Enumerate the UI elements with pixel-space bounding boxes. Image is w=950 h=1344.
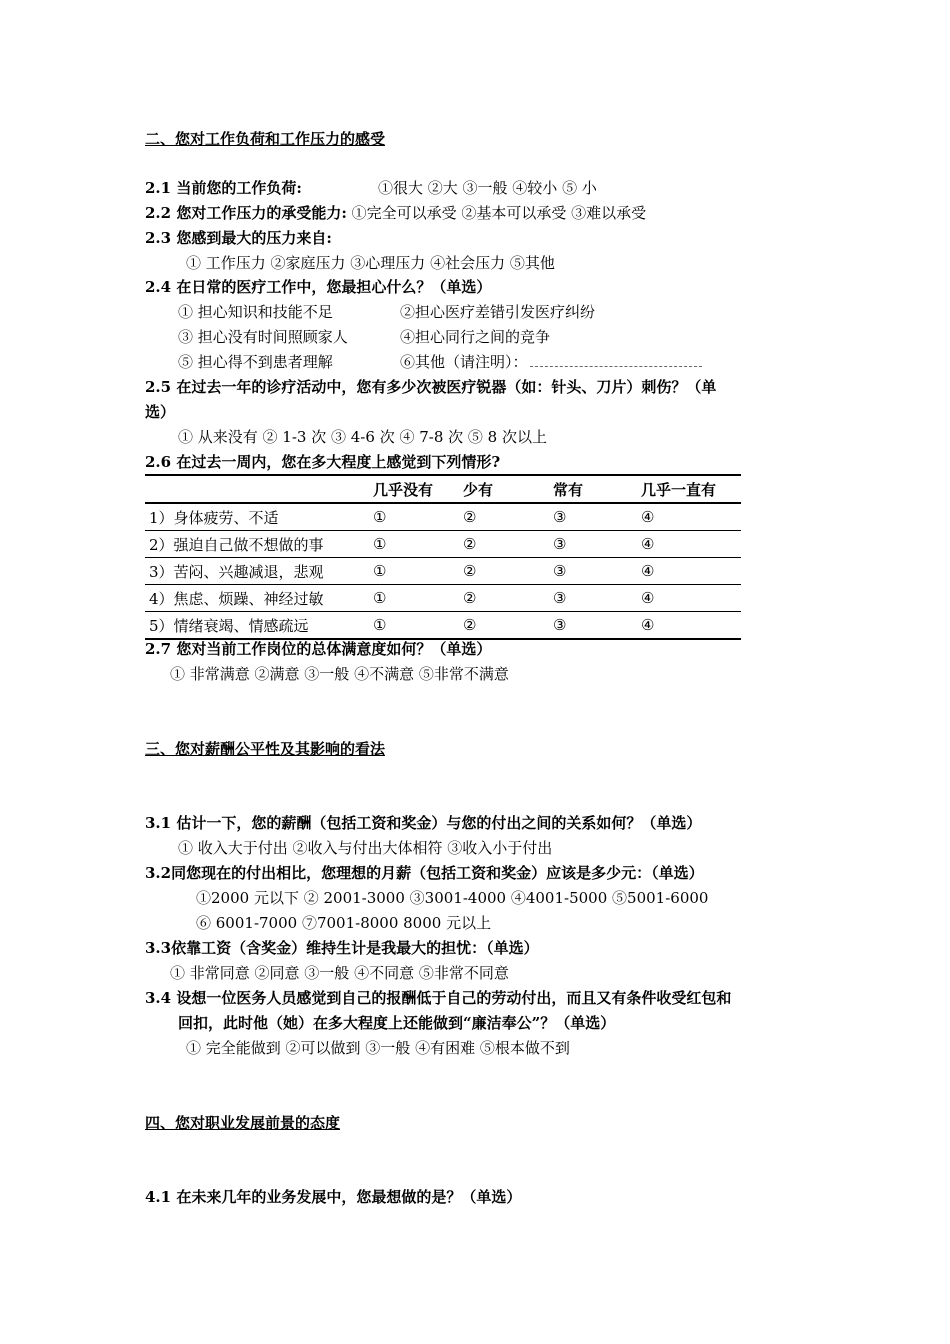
- question-2-1-options: ①很大 ②大 ③一般 ④较小 ⑤ 小: [378, 179, 597, 197]
- table-row: [145, 558, 741, 585]
- section-2-title: 二、您对工作负荷和工作压力的感受: [145, 130, 386, 148]
- table-cell-option[interactable]: ①: [373, 503, 463, 531]
- table-cell-option[interactable]: ①: [373, 531, 463, 558]
- question-2-3-text: 2.3 您感到最大的压力来自:: [145, 229, 332, 247]
- table-cell-option[interactable]: ④: [641, 612, 741, 640]
- table-cell-option[interactable]: ①: [373, 585, 463, 612]
- table-cell-option[interactable]: ④: [641, 558, 741, 585]
- question-3-4-text-line-2: 回扣，此时他（她）在多大程度上还能做到“廉洁奉公”？（单选）: [178, 1014, 616, 1032]
- question-2-2-options: ①完全可以承受 ②基本可以承受 ③难以承受: [351, 204, 647, 222]
- table-row: [145, 503, 741, 531]
- question-2-2: [145, 204, 646, 222]
- question-2-1: [145, 179, 302, 197]
- question-3-3-options: ① 非常同意 ②同意 ③一般 ④不同意 ⑤非常不同意: [170, 964, 509, 982]
- section-4-title: 四、您对职业发展前景的态度: [145, 1114, 341, 1132]
- table-row: [145, 585, 741, 612]
- table-cell-option[interactable]: ②: [463, 612, 553, 640]
- table-cell-option[interactable]: ④: [641, 503, 741, 531]
- question-2-7-options: ① 非常满意 ②满意 ③一般 ④不满意 ⑤非常不满意: [170, 665, 509, 683]
- question-2-4-option-3: ③ 担心没有时间照顾家人: [178, 328, 348, 346]
- question-3-2-options-line-2: ⑥ 6001-7000 ⑦7001-8000 8000 元以上: [196, 914, 492, 932]
- question-3-2-options-line-1: ①2000 元以下 ② 2001-3000 ③3001-4000 ④4001-5000 ⑤5001-6000: [196, 889, 709, 907]
- frequency-table: [145, 474, 741, 640]
- question-2-2-text: 2.2 您对工作压力的承受能力:: [145, 204, 347, 222]
- question-2-4-option-5: ⑤ 担心得不到患者理解: [178, 353, 333, 371]
- table-cell-option[interactable]: ①: [373, 558, 463, 585]
- question-3-1-text: 3.1 估计一下，您的薪酬（包括工资和奖金）与您的付出之间的关系如何？（单选）: [145, 814, 702, 832]
- question-3-2-text: 3.2同您现在的付出相比，您理想的月薪（包括工资和奖金）应该是多少元：（单选）: [145, 864, 704, 882]
- table-cell-option[interactable]: ④: [641, 531, 741, 558]
- table-cell-option[interactable]: ④: [641, 585, 741, 612]
- table-cell-option[interactable]: ②: [463, 558, 553, 585]
- table-header-rarely: 少有: [463, 475, 553, 503]
- question-2-1-text: 2.1 当前您的工作负荷:: [145, 179, 302, 197]
- question-2-4-option-1: ① 担心知识和技能不足: [178, 303, 333, 321]
- table-row-label: 2）强迫自己做不想做的事: [145, 531, 373, 558]
- table-cell-option[interactable]: ②: [463, 531, 553, 558]
- table-cell-option[interactable]: ②: [463, 585, 553, 612]
- table-row: [145, 612, 741, 640]
- table-header-almost-never: 几乎没有: [373, 475, 463, 503]
- question-2-4-option-6-label: ⑥其他（请注明）：: [400, 353, 528, 371]
- table-cell-option[interactable]: ③: [553, 558, 641, 585]
- table-row: [145, 531, 741, 558]
- question-3-4-text-line-1: 3.4 设想一位医务人员感觉到自己的报酬低于自己的劳动付出，而且又有条件收受红包和: [145, 989, 732, 1007]
- table-cell-option[interactable]: ①: [373, 612, 463, 640]
- table-row-label: 4）焦虑、烦躁、神经过敏: [145, 585, 373, 612]
- table-row-label: 5）情绪衰竭、情感疏远: [145, 612, 373, 640]
- question-2-5-options: ① 从来没有 ② 1-3 次 ③ 4-6 次 ④ 7-8 次 ⑤ 8 次以上: [178, 428, 547, 446]
- question-2-4-option-4: ④担心同行之间的竞争: [400, 328, 551, 346]
- table-header-blank: [145, 475, 373, 503]
- question-2-7-text: 2.7 您对当前工作岗位的总体满意度如何？（单选）: [145, 640, 492, 658]
- table-cell-option[interactable]: ②: [463, 503, 553, 531]
- question-2-6-text: 2.6 在过去一周内，您在多大程度上感觉到下列情形?: [145, 453, 501, 471]
- section-3-title: 三、您对薪酬公平性及其影响的看法: [145, 740, 386, 758]
- question-3-4-options: ① 完全能做到 ②可以做到 ③一般 ④有困难 ⑤根本做不到: [186, 1039, 570, 1057]
- question-2-4-option-6: [400, 353, 702, 371]
- question-3-3-text: 3.3依靠工资（含奖金）维持生计是我最大的担忧：（单选）: [145, 939, 539, 957]
- table-cell-option[interactable]: ③: [553, 612, 641, 640]
- fill-in-blank[interactable]: [530, 354, 702, 367]
- table-cell-option[interactable]: ③: [553, 503, 641, 531]
- question-3-1-options: ① 收入大于付出 ②收入与付出大体相符 ③收入小于付出: [178, 839, 553, 857]
- table-header-often: 常有: [553, 475, 641, 503]
- question-2-4-option-2: ②担心医疗差错引发医疗纠纷: [400, 303, 596, 321]
- question-4-1-text: 4.1 在未来几年的业务发展中，您最想做的是？（单选）: [145, 1188, 522, 1206]
- question-2-4-text: 2.4 在日常的医疗工作中，您最担心什么？（单选）: [145, 278, 492, 296]
- table-header-row: [145, 475, 741, 503]
- question-2-3-options: ① 工作压力 ②家庭压力 ③心理压力 ④社会压力 ⑤其他: [186, 254, 555, 272]
- table-row-label: 3）苦闷、兴趣减退，悲观: [145, 558, 373, 585]
- table-cell-option[interactable]: ③: [553, 585, 641, 612]
- question-2-5-text-line-1: 2.5 在过去一年的诊疗活动中，您有多少次被医疗锐器（如：针头、刀片）刺伤？（单: [145, 378, 717, 396]
- table-header-almost-always: 几乎一直有: [641, 475, 741, 503]
- question-2-5-text-line-2: 选）: [145, 403, 176, 421]
- table-cell-option[interactable]: ③: [553, 531, 641, 558]
- table-row-label: 1）身体疲劳、不适: [145, 503, 373, 531]
